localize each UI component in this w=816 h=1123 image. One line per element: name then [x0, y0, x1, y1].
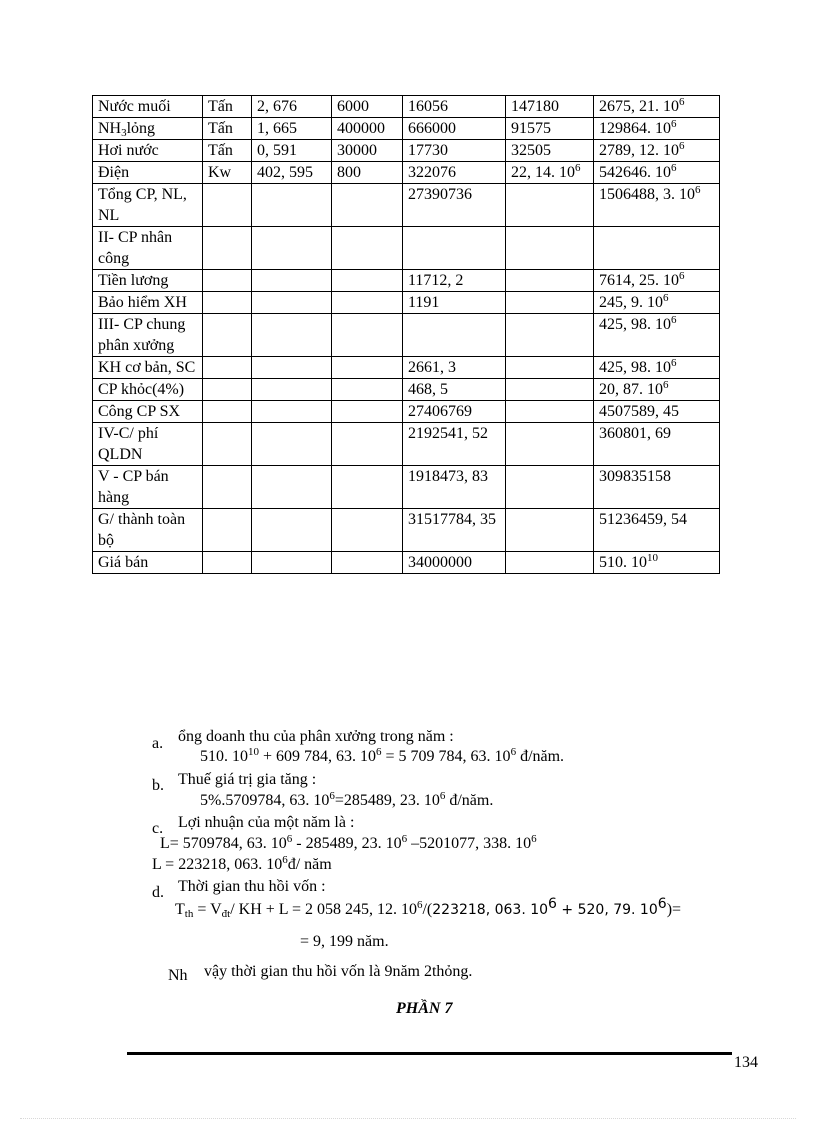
cell-c6: 91575: [506, 118, 594, 140]
cell-unit: [203, 270, 252, 292]
item-b-marker: b.: [152, 777, 164, 794]
cell-c5: 1918473, 83: [403, 466, 506, 509]
cell-c5: 2192541, 52: [403, 423, 506, 466]
table-row: [93, 96, 720, 118]
cell-name: Điện: [93, 162, 203, 184]
cell-c3: [252, 270, 332, 292]
table-row: [93, 466, 720, 509]
item-a-marker: a.: [152, 735, 164, 752]
cell-name: $NH_3lỏng$: [93, 118, 203, 140]
cell-c7: 129864. $10^6$: [594, 118, 720, 140]
item-b-title: Thuế giá trị gia tăng :: [178, 771, 317, 788]
cell-c6: 32505: [506, 140, 594, 162]
item-d-result: = 9, 199 năm.: [300, 933, 389, 950]
cell-c3: 1, 665: [252, 118, 332, 140]
cell-name: Công CP SX: [93, 401, 203, 423]
table-row: [93, 118, 720, 140]
cell-c4: 6000: [332, 96, 403, 118]
cell-c5: 11712, 2: [403, 270, 506, 292]
cell-c6: [506, 509, 594, 552]
cell-c3: [252, 466, 332, 509]
cell-c4: [332, 552, 403, 574]
conclusion-marker: Nh: [168, 967, 188, 984]
cell-unit: Kw: [203, 162, 252, 184]
cell-c7: 309835158: [594, 466, 720, 509]
cell-c4: [332, 292, 403, 314]
cell-name: KH cơ bản, SC: [93, 357, 203, 379]
table-row: [93, 162, 720, 184]
cost-table: [92, 95, 720, 574]
cell-c4: [332, 184, 403, 227]
cell-unit: [203, 292, 252, 314]
cell-c7: 510. $10^{10}$: [594, 552, 720, 574]
item-b-formula: 5%.5709784, 63. $10^6=285489$, 23. $10^6$ đ/năm.: [200, 790, 494, 809]
cell-c5: 2661, 3: [403, 357, 506, 379]
cell-c7: 2675, 21. $10^6$: [594, 96, 720, 118]
cell-c3: 2, 676: [252, 96, 332, 118]
cost-table-body: [93, 96, 720, 574]
item-a-title: ổng doanh thu của phân xưởng trong năm :: [178, 728, 454, 745]
cell-unit: [203, 227, 252, 270]
table-row: [93, 357, 720, 379]
cell-c4: 800: [332, 162, 403, 184]
cell-c3: [252, 357, 332, 379]
table-row: [93, 379, 720, 401]
cell-c4: [332, 466, 403, 509]
cell-c5: [403, 314, 506, 357]
cell-c5: 666000: [403, 118, 506, 140]
conclusion-text: vậy thời gian thu hồi vốn là 9năm 2thỏng.: [204, 963, 473, 980]
cell-unit: [203, 466, 252, 509]
cell-c3: [252, 401, 332, 423]
cell-c3: [252, 314, 332, 357]
footer-rule: [127, 1052, 732, 1055]
cell-c4: [332, 423, 403, 466]
table-row: [93, 292, 720, 314]
section-heading: PHẦN 7: [396, 1000, 453, 1017]
item-c-formula: L= 5709784, 63. $10^6 - 285489$, 23. $10^6$ –5201077, 338. $10^6$: [160, 833, 537, 852]
item-c-result: L = 223218, 063. $10^6đ/$ năm: [152, 854, 332, 873]
cell-c5: 1191: [403, 292, 506, 314]
item-d-title: Thời gian thu hồi vốn :: [178, 878, 326, 895]
cell-c5: 34000000: [403, 552, 506, 574]
cell-c7: 245, 9. $10^6$: [594, 292, 720, 314]
cell-c6: 147180: [506, 96, 594, 118]
cell-c5: 27406769: [403, 401, 506, 423]
cell-c7: 7614, 25. $10^6$: [594, 270, 720, 292]
cell-c6: [506, 423, 594, 466]
cell-c4: 400000: [332, 118, 403, 140]
table-row: [93, 184, 720, 227]
cell-c5: 31517784, 35: [403, 509, 506, 552]
cell-c3: [252, 509, 332, 552]
cell-name: G/ thành toàn bộ: [93, 509, 203, 552]
cell-c4: [332, 270, 403, 292]
cell-unit: [203, 379, 252, 401]
cell-c5: 322076: [403, 162, 506, 184]
cell-c4: [332, 227, 403, 270]
cell-name: Bảo hiểm XH: [93, 292, 203, 314]
cell-c3: [252, 379, 332, 401]
cell-c4: [332, 357, 403, 379]
cell-c3: [252, 184, 332, 227]
cell-c7: 425, 98. $10^6$: [594, 357, 720, 379]
cell-name: III- CP chung phân xưởng: [93, 314, 203, 357]
cell-name: Hơi nước: [93, 140, 203, 162]
cell-unit: [203, 509, 252, 552]
cell-name: II- CP nhân công: [93, 227, 203, 270]
cell-c6: [506, 401, 594, 423]
cell-c7: 20, 87. $10^6$: [594, 379, 720, 401]
cell-c4: 30000: [332, 140, 403, 162]
cell-c5: 16056: [403, 96, 506, 118]
item-a-formula: 510. $10^{10} + 609$ 784, 63. $10^6 = 5$ 709 784, 63. $10^6$ đ/năm.: [200, 746, 565, 765]
page-number: 134: [734, 1054, 758, 1071]
cell-unit: [203, 357, 252, 379]
item-d-formula: $T_{th} = V_{đt}/$ KH + L = 2 058 245, 12. $10^6/(223218$, 063. $10^6 + 520$, 79. $10^6)=$: [175, 896, 682, 920]
table-row: [93, 314, 720, 357]
cell-c4: [332, 401, 403, 423]
cell-c4: [332, 379, 403, 401]
item-c-marker: c.: [152, 820, 164, 837]
cell-unit: Tấn: [203, 118, 252, 140]
cell-name: IV-C/ phí QLDN: [93, 423, 203, 466]
cell-name: Tiền lương: [93, 270, 203, 292]
cell-c3: [252, 423, 332, 466]
table-row: [93, 423, 720, 466]
cell-c3: 402, 595: [252, 162, 332, 184]
cell-c7: 2789, 12. $10^6$: [594, 140, 720, 162]
cell-unit: [203, 552, 252, 574]
cell-c5: 17730: [403, 140, 506, 162]
table-row: [93, 401, 720, 423]
table-row: [93, 552, 720, 574]
cell-unit: [203, 314, 252, 357]
cell-c7: 1506488, 3. $10^6$: [594, 184, 720, 227]
cell-c7: 51236459, 54: [594, 509, 720, 552]
table-row: [93, 140, 720, 162]
cell-c6: [506, 357, 594, 379]
cell-c4: [332, 509, 403, 552]
cell-unit: [203, 401, 252, 423]
cell-unit: Tấn: [203, 96, 252, 118]
cell-c6: [506, 292, 594, 314]
cell-c5: [403, 227, 506, 270]
table-row: [93, 509, 720, 552]
cell-c6: [506, 552, 594, 574]
cell-c4: [332, 314, 403, 357]
cell-c6: [506, 379, 594, 401]
cell-c6: [506, 227, 594, 270]
cell-c3: [252, 227, 332, 270]
cell-c5: 27390736: [403, 184, 506, 227]
table-row: [93, 270, 720, 292]
cell-name: CP khỏc(4%): [93, 379, 203, 401]
cell-unit: [203, 184, 252, 227]
cell-c6: [506, 270, 594, 292]
cell-c3: [252, 552, 332, 574]
cell-unit: [203, 423, 252, 466]
item-c-title: Lợi nhuận của một năm là :: [178, 814, 355, 831]
bottom-dotted-border: [20, 1118, 796, 1119]
cell-c7: 542646. $10^6$: [594, 162, 720, 184]
cell-c5: 468, 5: [403, 379, 506, 401]
table-row: [93, 227, 720, 270]
cell-name: Giá bán: [93, 552, 203, 574]
cell-c6: [506, 314, 594, 357]
cell-c6: [506, 466, 594, 509]
cell-c7: 360801, 69: [594, 423, 720, 466]
cell-c3: 0, 591: [252, 140, 332, 162]
cell-c7: 4507589, 45: [594, 401, 720, 423]
cell-name: V - CP bán hàng: [93, 466, 203, 509]
cell-unit: Tấn: [203, 140, 252, 162]
cell-c3: [252, 292, 332, 314]
cell-c6: 22, 14. $10^6$: [506, 162, 594, 184]
cell-c7: 425, 98. $10^6$: [594, 314, 720, 357]
cell-c7: [594, 227, 720, 270]
cell-name: Tổng CP, NL, NL: [93, 184, 203, 227]
item-d-marker: d.: [152, 884, 164, 901]
cell-c6: [506, 184, 594, 227]
cell-name: Nước muối: [93, 96, 203, 118]
